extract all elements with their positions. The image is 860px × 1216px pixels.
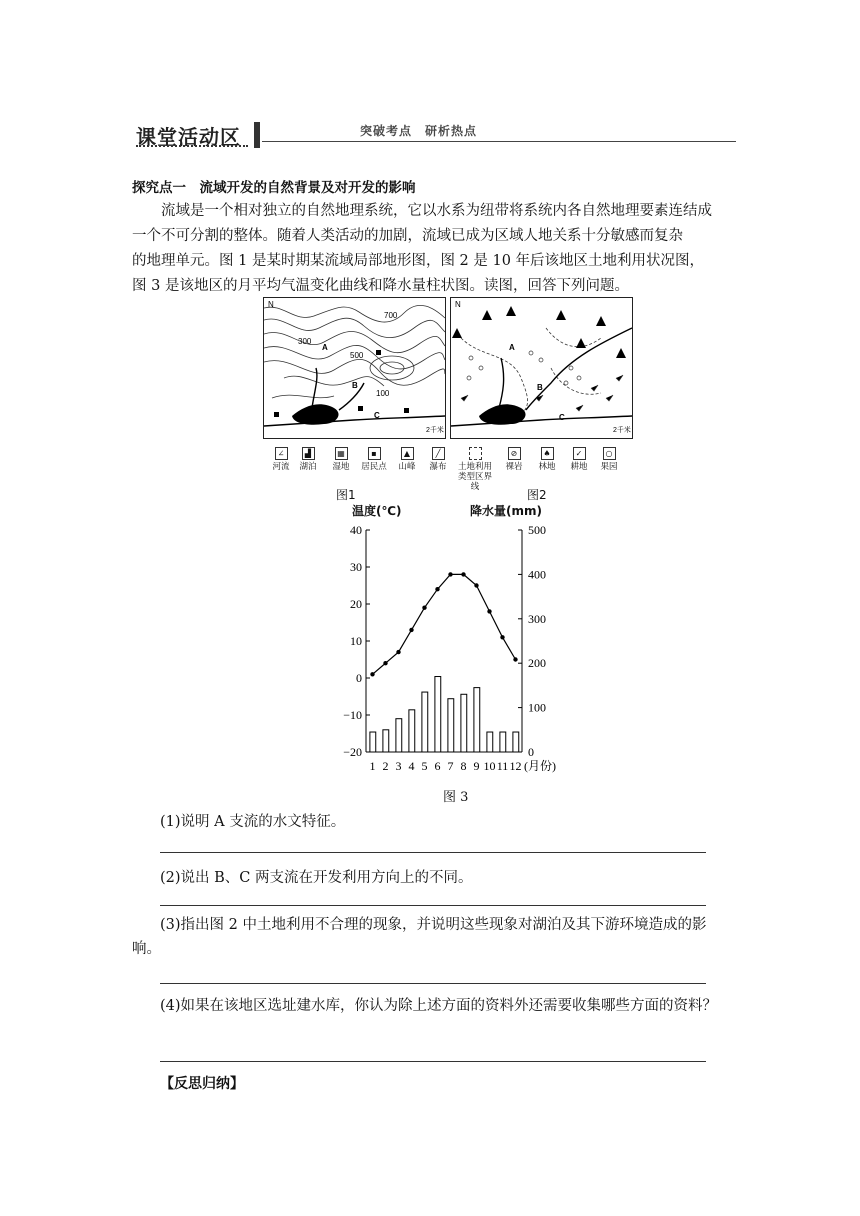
point-label-b: B [537,383,543,392]
x-tick-label: 8 [460,759,467,773]
temperature-tick-label: −10 [343,708,362,722]
temperature-axis-title: 温度(℃) [352,504,402,518]
precipitation-bar [435,677,441,752]
precipitation-axis-title: 降水量(mm) [470,504,542,518]
point-label-b: B [352,381,358,390]
x-tick-label: 6 [434,759,441,773]
river-icon: ∠ [275,447,288,460]
answer-line-4[interactable] [160,1061,706,1062]
lake-icon: ▟ [302,447,315,460]
legend-item: ▟ 湖泊 [299,449,317,472]
precipitation-tick-label: 200 [528,656,546,671]
point-label-a: A [322,343,328,352]
temperature-point [474,583,478,587]
temperature-point [396,650,400,654]
settlement-icon [358,406,363,411]
temperature-point [513,657,517,661]
temperature-point [383,661,387,665]
contour-label: 700 [384,311,398,320]
temperature-tick-label: 0 [356,671,362,685]
answer-line-2[interactable] [160,905,706,906]
header-dotted-underline [136,145,248,147]
figure-3-label: 图 3 [443,790,469,805]
peak-icon: ▲ [401,447,414,460]
intro-line: 的地理单元。图 1 是某时期某流域局部地形图，图 2 是 10 年后该地区土地利用状况图， [132,253,705,269]
temperature-tick-label: 10 [350,634,362,648]
precipitation-bar [448,699,454,752]
temperature-point [487,609,491,613]
legend-item: ▪ 居民点 [361,449,387,472]
x-tick-label: 7 [447,759,454,773]
legend-item: ⊘ 裸岩 [505,449,523,472]
north-arrow: N [268,300,274,309]
intro-line: 一个不可分割的整体。随着人类活动的加剧，流域已成为区域人地关系十分敏感而复杂 [132,228,683,244]
precipitation-bar [500,732,506,752]
question-4: (4)如果在该地区选址建水库，你认为除上述方面的资料外还需要收集哪些方面的资料？ [160,998,718,1014]
temperature-point [500,635,504,639]
orchard-icon: ○ [603,447,616,460]
precipitation-bar [474,688,480,752]
temperature-point [409,628,413,632]
figure-1-label: 图1 [336,488,356,502]
bare-rock-icon: ⊘ [508,447,521,460]
precipitation-tick-label: 100 [528,700,546,715]
contour-label: 300 [298,337,312,346]
legend-item: ▲ 山峰 [398,449,416,472]
map-figure-2 [450,297,633,439]
temperature-line [373,574,516,674]
section-title: 探究点一 流域开发的自然背景及对开发的影响 [132,180,416,196]
legend-item: ○ 果园 [600,449,618,472]
legend-item: ✓ 耕地 [570,449,588,472]
answer-line-3[interactable] [160,983,706,984]
farmland-icon: ✓ [573,447,586,460]
contour-label: 500 [350,351,364,360]
temperature-tick-label: 20 [350,597,362,611]
forest-icon: ♠ [541,447,554,460]
temperature-point [370,672,374,676]
precipitation-bar [487,732,493,752]
waterfall-icon: ╱ [432,447,445,460]
x-tick-label: 4 [408,759,415,773]
precipitation-tick-label: 0 [528,745,534,759]
legend-item: ♠ 林地 [538,449,556,472]
wetland-icon: ▦ [335,447,348,460]
header-subtitle: 突破考点 研析热点 [360,124,478,138]
temperature-point [422,606,426,610]
x-tick-label: 1 [369,759,376,773]
climate-chart [330,498,570,798]
section-header [136,119,254,147]
point-label-c: C [559,413,565,422]
temperature-tick-label: 40 [350,523,362,537]
landuse-boundary-icon [469,447,482,460]
x-tick-label: 12 [509,759,522,773]
precipitation-tick-label: 300 [528,611,546,626]
reflection-heading: 【反思归纳】 [160,1076,244,1092]
north-arrow: N [455,300,461,309]
precipitation-tick-label: 400 [528,567,546,582]
intro-paragraph [132,199,732,299]
header-rule [262,141,736,142]
contour-label: 100 [376,389,390,398]
settlement-icon [404,408,409,413]
x-axis-suffix: (月份) [524,759,556,773]
x-tick-label: 10 [483,759,496,773]
scale-label: 2千米 [613,427,631,434]
intro-line: 流域是一个相对独立的自然地理系统，它以水系为纽带将系统内各自然地理要素连结成 [161,203,712,219]
precipitation-bar [461,694,467,752]
precipitation-bar [513,732,519,752]
chart-svg [330,498,570,798]
x-tick-label: 2 [382,759,389,773]
legend-item: 土地利用类型区界线 [455,447,495,492]
point-label-a: A [509,343,515,352]
header-bar [254,122,260,148]
settlement-icon: ▪ [368,447,381,460]
legend-item: ▦ 湿地 [332,449,350,472]
temperature-point [448,572,452,576]
x-tick-label: 5 [421,759,428,773]
x-tick-label: 9 [473,759,480,773]
precipitation-bar [370,732,376,752]
legend-item: ╱ 瀑布 [429,449,447,472]
precipitation-bar [396,719,402,752]
precipitation-bar [409,710,415,752]
map-legend [263,447,643,492]
temperature-tick-label: 30 [350,560,362,574]
settlement-icon [274,412,279,417]
precipitation-tick-label: 500 [528,523,546,537]
settlement-icon [376,350,381,355]
intro-line: 图 3 是该地区的月平均气温变化曲线和降水量柱状图。读图，回答下列问题。 [132,278,629,294]
point-label-c: C [374,411,380,420]
precipitation-bar [383,730,389,752]
figure-2-label: 图2 [527,488,547,502]
topographic-map [264,298,445,438]
temperature-point [435,587,439,591]
question-3: (3)指出图 2 中土地利用不合理的现象，并说明这些现象对湖泊及其下游环境造成的影响。 [132,917,707,957]
legend-item: ∠ 河流 [272,449,290,472]
question-2: (2)说出 B、C 两支流在开发利用方向上的不同。 [160,870,473,886]
landuse-map [451,298,632,438]
precipitation-bar [422,692,428,752]
scale-label: 2千米 [426,427,444,434]
x-tick-label: 3 [395,759,402,773]
answer-line-1[interactable] [160,852,706,853]
question-1: (1)说明 A 支流的水文特征。 [160,814,346,830]
temperature-point [461,572,465,576]
temperature-tick-label: −20 [343,745,362,759]
header-title: 课堂活动区 [136,125,241,149]
map-figure-1 [263,297,446,439]
x-tick-label: 11 [496,759,509,773]
